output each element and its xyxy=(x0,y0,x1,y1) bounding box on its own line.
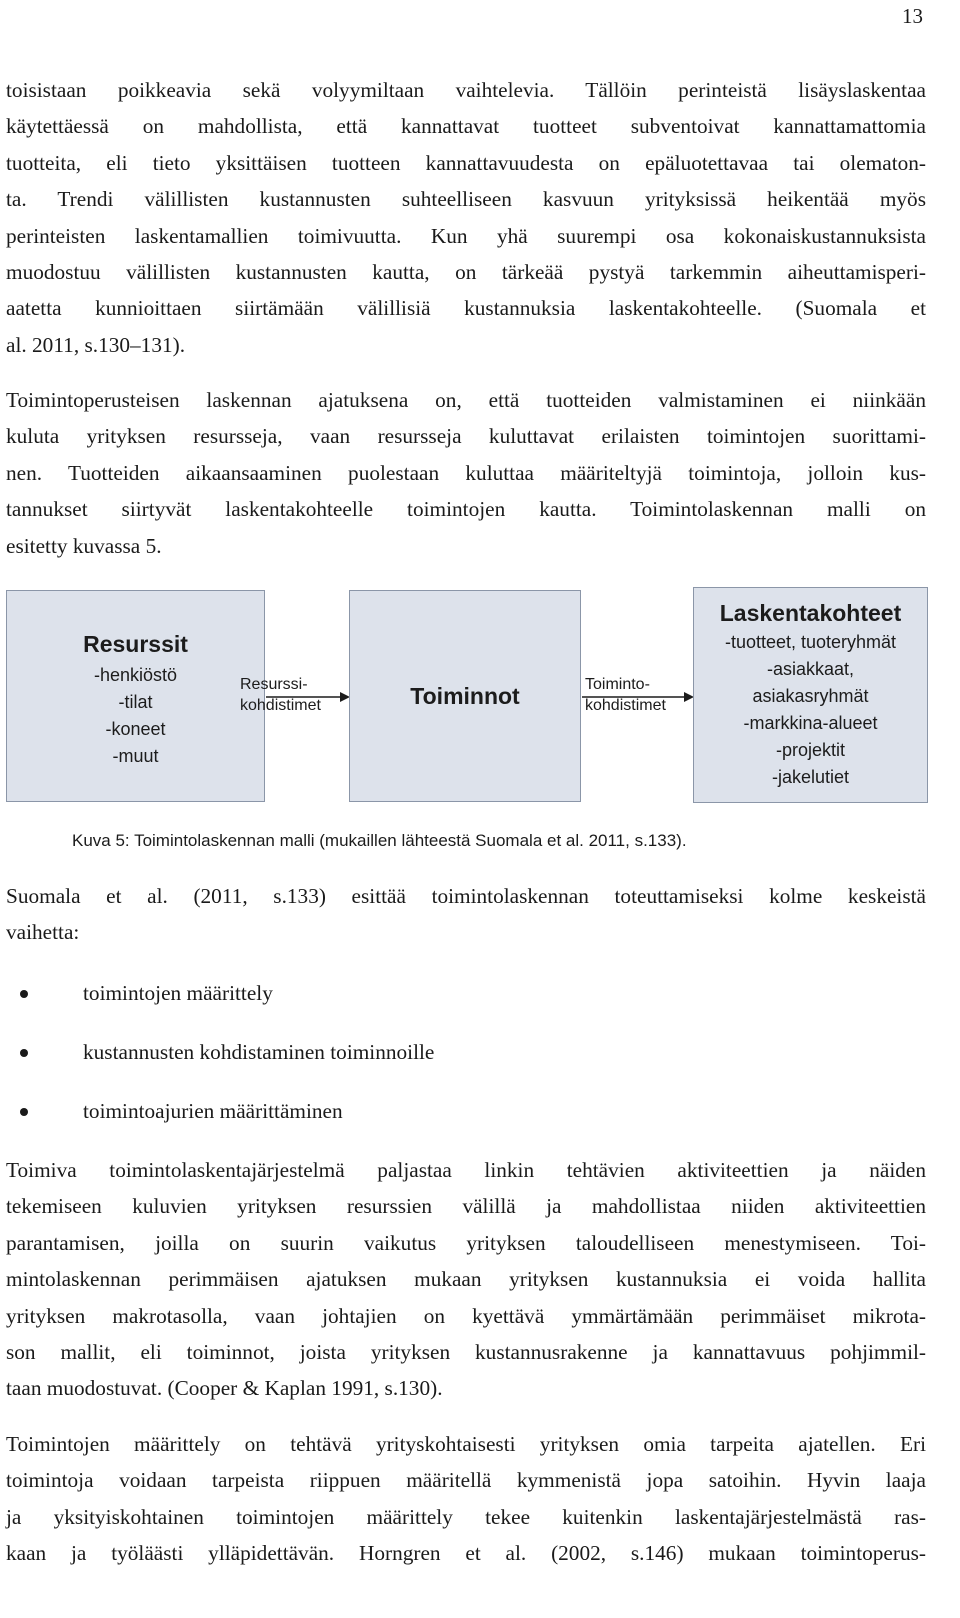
text-line: perinteisten laskentamallien toimivuutta. Kun yhä suurempi osa kokonaiskustannuksista xyxy=(6,223,926,248)
text-line: tekemiseen kuluvien yrityksen resurssien välillä ja mahdollistaa niiden aktiviteettien xyxy=(6,1194,926,1219)
text-line: parantamisen, joilla on suurin vaikutus yrityksen taloudelliseen menestymiseen. Toi- xyxy=(6,1230,926,1255)
paragraph-activity-definition xyxy=(6,1426,926,1572)
text-line: al. 2011, s.130–131). xyxy=(6,332,186,357)
list-item-text: kustannusten kohdistaminen toiminnoille xyxy=(83,1040,435,1064)
text-line: Toimiva toimintolaskentajärjestelmä paljastaa linkin tehtävien aktiviteettien ja näiden xyxy=(6,1158,926,1182)
text-line: ta. Trendi välillisten kustannusten suhteelliseen kasvuun yrityksissä heikentää myös xyxy=(6,187,926,212)
cost-objects-item: -projektit xyxy=(775,740,846,760)
text-line: kuluta yrityksen resursseja, vaan resursseja kuluttavat erilaisten toimintojen suorittami- xyxy=(6,424,926,449)
bullet-icon xyxy=(20,990,28,998)
text-line: ja yksityiskohtainen toimintojen määrittely tekee kuitenkin laskentajärjestelmästä ras- xyxy=(6,1504,926,1529)
activity-drivers-line2: kohdistimet xyxy=(585,697,666,714)
abc-model-figure xyxy=(0,584,960,809)
resources-box xyxy=(6,590,265,802)
text-line: mintolaskennan perimmäisen ajatuksen mukaan yrityksen kustannuksia ei voida hallita xyxy=(6,1267,926,1292)
activities-title: Toiminnot xyxy=(410,683,520,709)
cost-objects-box xyxy=(693,587,928,803)
text-line: käytettäessä on mahdollista, että kannattavat tuotteet subventoivat kannattamattomia xyxy=(6,114,926,139)
resources-item: -henkiöstö xyxy=(93,665,178,685)
text-line: Toimintojen määrittely on tehtävä yrityskohtaisesti yrityksen omia tarpeita ajatellen. Eri xyxy=(6,1432,926,1456)
text-line: vaihetta: xyxy=(6,920,80,945)
list-item-text: toimintoajurien määrittäminen xyxy=(83,1099,343,1123)
cost-objects-title: Laskentakohteet xyxy=(719,600,902,626)
text-line: taan muodostuvat. (Cooper & Kaplan 1991, s.130). xyxy=(6,1376,443,1401)
paragraph-abc-system xyxy=(6,1152,926,1407)
activities-box xyxy=(349,590,581,802)
resource-drivers-line2: kohdistimet xyxy=(240,697,321,714)
text-line: aatetta kunnioittaen siirtämään välillisiä kustannuksia laskentakohteelle. (Suomala et xyxy=(6,296,926,321)
resources-item: -muut xyxy=(112,746,159,766)
text-line: nen. Tuotteiden aikaansaaminen puolestaan kuluttaa määriteltyjä toimintoja, jolloin kus- xyxy=(6,460,926,485)
paragraph-activity-based-idea xyxy=(6,382,926,564)
text-line: toisistaan poikkeavia sekä volyymiltaan vaihtelevia. Tällöin perinteistä lisäyslaskentaa xyxy=(6,78,926,102)
figure-caption: Kuva 5: Toimintolaskennan malli (mukaillen lähteestä Suomala et al. 2011, s.133). xyxy=(72,831,687,850)
text-line: Toimintoperusteisen laskennan ajatuksena on, että tuotteiden valmistaminen ei niinkään xyxy=(6,388,926,412)
text-line: tuotteita, eli tieto yksittäisen tuotteen kannattavuudesta on epäluotettavaa tai olematon- xyxy=(6,150,926,175)
text-line: Suomala et al. (2011, s.133) esittää toimintolaskennan toteuttamiseksi kolme keskeistä xyxy=(6,884,926,908)
resources-title: Resurssit xyxy=(83,631,188,657)
arrow-right-icon xyxy=(582,690,694,704)
cost-objects-item: -tuotteet, tuoteryhmät xyxy=(724,632,897,652)
resources-item: -tilat xyxy=(118,692,153,712)
text-line: muodostuu välillisten kustannusten kautta, on tärkeää pystyä tarkemmin aiheuttamisperi- xyxy=(6,260,926,285)
text-line: toimintoja voidaan tarpeista riippuen määritellä kymmenistä jopa satoihin. Hyvin laaja xyxy=(6,1468,926,1493)
resource-drivers-line1: Resurssi- xyxy=(240,676,308,693)
paragraph-cost-allocation-problem xyxy=(6,72,926,363)
paragraph-three-phases xyxy=(6,878,926,951)
text-line: yrityksen makrotasolla, vaan johtajien on kyettävä ymmärtämään perimmäiset mikrota- xyxy=(6,1303,926,1328)
text-line: esitetty kuvassa 5. xyxy=(6,533,162,558)
text-line: kaan ja työläästi ylläpidettävän. Horngren et al. (2002, s.146) mukaan toimintoperus- xyxy=(6,1541,926,1566)
bullet-icon xyxy=(20,1108,28,1116)
list-item-text: toimintojen määrittely xyxy=(83,981,273,1005)
arrow-right-icon xyxy=(266,690,350,704)
resources-item: -koneet xyxy=(105,719,166,739)
cost-objects-item: -jakelutiet xyxy=(771,767,850,787)
cost-objects-item: -markkina-alueet xyxy=(743,713,878,733)
text-line: son mallit, eli toiminnot, joista yrityksen kustannusrakenne ja kannattavuus pohjimmil- xyxy=(6,1340,926,1365)
text-line: tannukset siirtyvät laskentakohteelle toimintojen kautta. Toimintolaskennan malli on xyxy=(6,497,926,522)
activity-drivers-line1: Toiminto- xyxy=(585,676,650,693)
page-number: 13 xyxy=(902,4,923,28)
cost-objects-item: -asiakkaat, xyxy=(766,659,855,679)
bullet-icon xyxy=(20,1049,28,1057)
cost-objects-item: asiakasryhmät xyxy=(752,686,869,706)
